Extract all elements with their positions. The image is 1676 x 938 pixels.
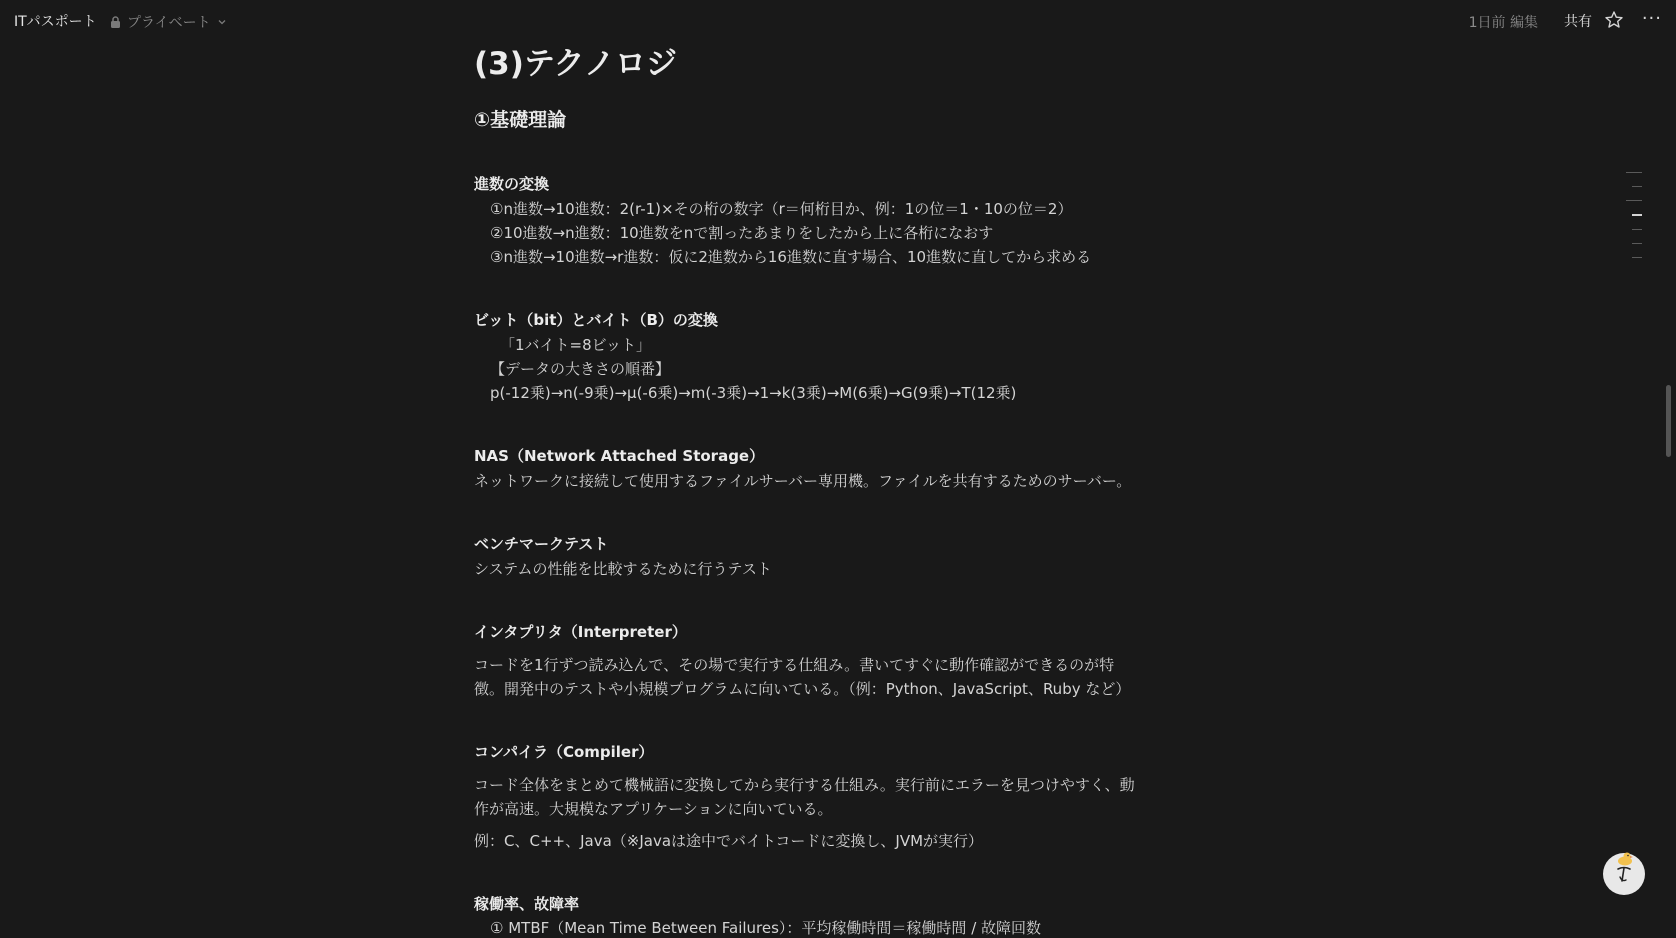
text-line[interactable]: コードを1行ずつ読み込んで、その場で実行する仕組み。書いてすぐに動作確認ができるのが特 [474,656,1115,674]
section-title[interactable]: インタプリタ（Interpreter） [474,623,687,641]
toc-mark[interactable] [1626,172,1642,173]
section-title[interactable]: 進数の変換 [474,175,550,193]
heading-1[interactable]: (3)テクノロジ [474,46,678,82]
toc-mark[interactable] [1632,229,1642,230]
chevron-down-icon [217,17,227,27]
privacy-selector[interactable] [110,12,227,32]
section-title[interactable]: コンパイラ（Compiler） [474,743,654,761]
toc-mark-active[interactable] [1632,214,1642,216]
table-of-contents-minimap[interactable] [1626,172,1642,271]
privacy-label: プライベート [127,15,211,31]
text-line[interactable]: コード全体をまとめて機械語に変換してから実行する仕組み。実行前にエラーを見つけやすく、動 [474,776,1135,794]
toc-mark[interactable] [1626,200,1642,201]
text-line[interactable]: ① MTBF（Mean Time Between Failures）：平均稼働時間＝稼働時間 / 故障回数 [490,919,1042,937]
section-title[interactable]: 稼働率、故障率 [474,895,580,913]
text-line[interactable]: 【データの大きさの順番】 [490,360,671,378]
text-line[interactable]: 例：C、C++、Java（※Javaは途中でバイトコードに変換し、JVMが実行） [474,832,984,850]
text-line[interactable]: システムの性能を比較するために行うテスト [474,560,772,578]
section-title[interactable]: NAS（Network Attached Storage） [474,447,765,465]
share-button[interactable]: 共有 [1564,14,1592,30]
text-line[interactable]: ①n進数→10進数：2(r-1)×その桁の数字（r＝何桁目か、例：1の位＝1・10の位＝2） [490,200,1073,218]
section-title[interactable]: ビット（bit）とバイト（B）の変換 [474,311,718,329]
top-bar [0,0,1676,42]
toc-mark[interactable] [1632,186,1642,187]
toc-mark[interactable] [1632,257,1642,258]
duck-icon [1616,850,1634,870]
scrollbar-thumb[interactable] [1666,385,1671,457]
star-icon[interactable] [1604,10,1624,30]
last-edited-label: 1日前 編集 [1468,15,1538,31]
text-line[interactable]: p(-12乗)→n(-9乗)→μ(-6乗)→m(-3乗)→1→k(3乗)→M(6乗)→G(9乗)→T(12乗) [490,384,1017,402]
text-line[interactable]: 作が高速。大規模なアプリケーションに向いている。 [474,800,833,818]
text-line[interactable]: ネットワークに接続して使用するファイルサーバー専用機。ファイルを共有するためのサーバー。 [474,472,1132,490]
lock-icon [110,16,121,28]
heading-2[interactable]: ①基礎理論 [474,109,567,131]
text-line[interactable]: 「1バイト=8ビット」 [500,336,652,354]
text-line[interactable]: ③n進数→10進数→r進数：仮に2進数から16進数に直す場合、10進数に直してから求める [490,248,1092,266]
section-title[interactable]: ベンチマークテスト [474,535,609,553]
page-title-breadcrumb[interactable]: ITパスポート [14,14,97,30]
text-line[interactable]: ②10進数→n進数：10進数をnで割ったあまりをしたから上に各桁になおす [490,224,994,242]
more-options-button[interactable]: ··· [1641,8,1662,29]
toc-mark[interactable] [1632,243,1642,244]
text-line[interactable]: 徴。開発中のテストや小規模プログラムに向いている。（例：Python、JavaScript、Ruby など） [474,680,1131,698]
